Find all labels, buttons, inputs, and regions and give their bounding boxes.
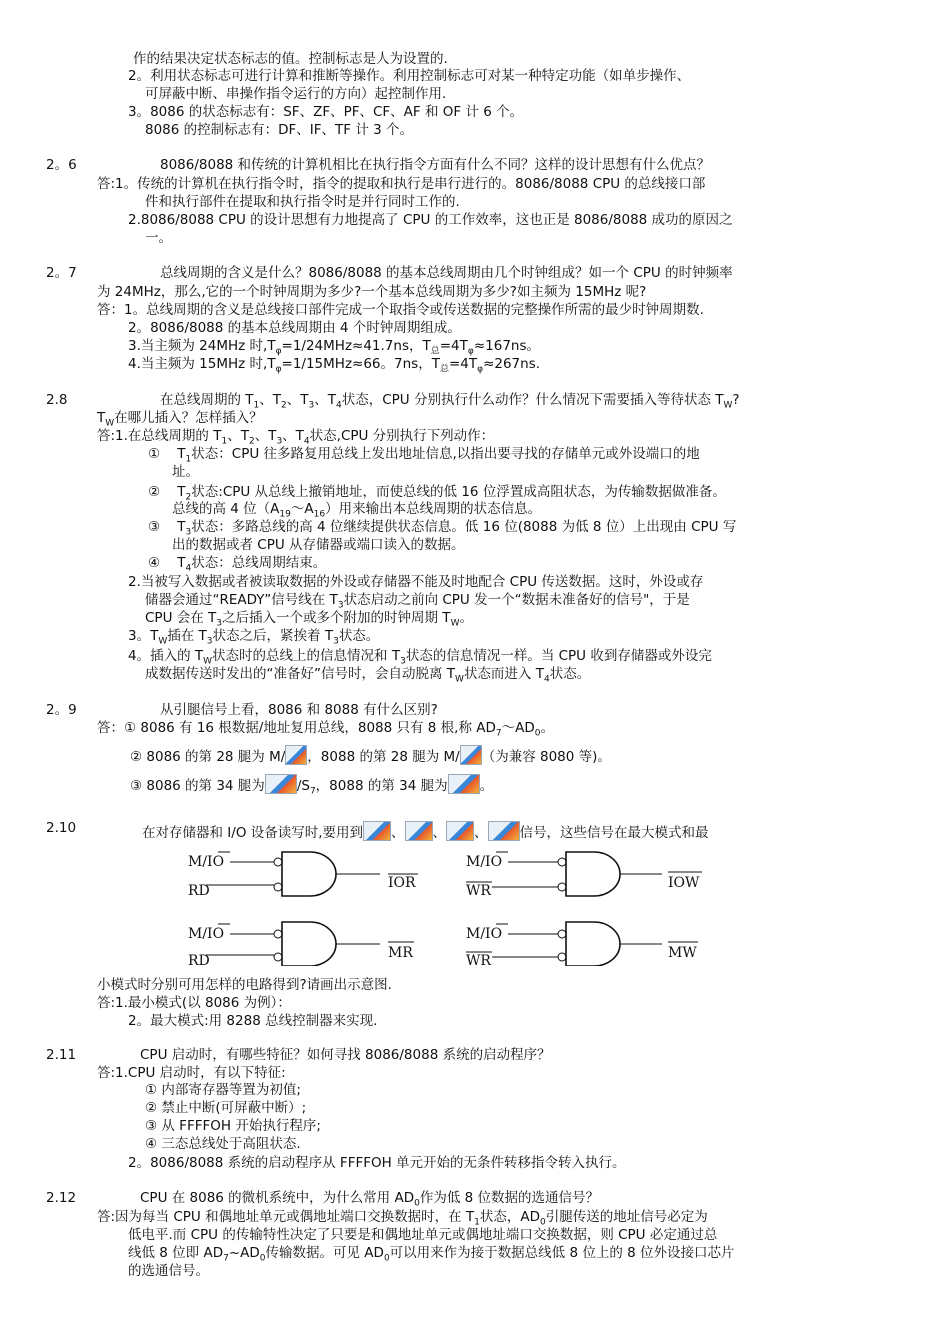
- answer-line: 3。$T_W$插在 $T_3$状态之后，紧挨着 $T_3$状态。: [128, 628, 380, 647]
- question-number: 2。7: [46, 265, 77, 281]
- svg-text:M/IO: [188, 926, 224, 942]
- gate-output-label: MR: [388, 945, 413, 961]
- text-line: 作的结果决定状态标志的值。控制标志是人为设置的.: [133, 51, 448, 67]
- answer-line: 答:1。传统的计算机在执行指令时，指令的提取和执行是串行进行的。8086/8088 CPU 的总线接口部: [97, 176, 706, 192]
- gate-input-label: WR: [466, 883, 491, 899]
- text-line: 8086 的控制标志有：DF、IF、TF 计 3 个。: [145, 122, 414, 138]
- answer-line: 答:1.在总线周期的 $T_1$、$T_2$、$T_3$、$T_4$状态,CPU 分别执行下列动作：: [97, 428, 495, 447]
- svg-text:M/IO: [188, 854, 224, 870]
- question-text: 在总线周期的 $T_1$、$T_2$、$T_3$、$T_4$状态，CPU 分别执行什么动作？什么情况下需要插入等待状态 $T_W$?: [160, 392, 740, 411]
- answer-line: 出的数据或者 CPU 从存储器或端口读入的数据。: [172, 537, 465, 553]
- broken-image-icon: [363, 821, 391, 841]
- answer-line: 件和执行部件在提取和执行指令时是并行同时工作的.: [145, 194, 460, 210]
- answer-line: ④ 三态总线处于高阻状态.: [145, 1136, 301, 1152]
- svg-text:WR: [466, 953, 491, 966]
- question-text: CPU 启动时，有哪些特征？如何寻找 8086/8088 系统的启动程序？: [140, 1047, 551, 1063]
- gate-input-label: WR: [466, 953, 491, 966]
- answer-line: 答:1.CPU 启动时，有以下特征:: [97, 1065, 286, 1081]
- question-number: 2.12: [46, 1190, 77, 1206]
- question-number: 2。9: [46, 702, 77, 718]
- answer-line: 答:因为每当 CPU 和偶地址单元或偶地址端口交换数据时，在 $T_1$状态，$AD_0$引腿传送的地址信号必定为: [97, 1209, 708, 1228]
- answer-line: ③ $T_3$状态：多路总线的高 4 位继续提供状态信息。低 16 位(8088 为低 8 位）上出现由 CPU 写: [148, 519, 737, 538]
- svg-text:M/IO: [466, 854, 502, 870]
- answer-line: ① 内部寄存器等置为初值;: [145, 1082, 301, 1098]
- broken-image-icon: [460, 745, 482, 765]
- gate-output-label: IOW: [668, 875, 700, 891]
- question-text: 小模式时分别可用怎样的电路得到?请画出示意图.: [97, 977, 392, 993]
- text-line: 可屏蔽中断、串操作指令运行的方向）起控制作用.: [145, 86, 447, 102]
- question-text: 为 24MHz，那么,它的一个时钟周期为多少?一个基本总线周期为多少?如主频为 15MHz 呢?: [97, 284, 647, 300]
- answer-line: 低电平.而 CPU 的传输特性决定了只要是和偶地址单元或偶地址端口交换数据，则 CPU 必定通过总: [128, 1227, 718, 1243]
- broken-image-icon: [405, 821, 433, 841]
- text-line: 3。8086 的状态标志有：SF、ZF、PF、CF、AF 和 OF 计 6 个。: [128, 104, 524, 120]
- question-text: CPU 在 8086 的微机系统中，为什么常用 $AD_0$作为低 8 位数据的选通信号？: [140, 1190, 600, 1209]
- gate-input-label: M/IO: [188, 854, 225, 870]
- svg-text:IOW: [668, 875, 700, 891]
- answer-line: 储器会通过“READY”信号线在 $T_3$状态启动之前向 CPU 发一个“数据未准备好的信号"，于是: [145, 592, 690, 611]
- answer-line: 4.当主频为 15MHz 时$,T_\varphi=1/15MHz\approx 66$。7ns，$T_总=4T_\varphi\approx 267ns$.: [128, 356, 541, 375]
- svg-text:IOR: [388, 875, 416, 891]
- broken-image-icon: [488, 821, 520, 841]
- gate-output-label: IOR: [388, 875, 416, 891]
- answer-line: ① $T_1$状态：CPU 往多路复用总线上发出地址信息,以指出要寻找的存储单元或外设端口的地: [148, 446, 700, 465]
- answer-line: CPU 会在 $T_3$之后插入一个或多个附加的时钟周期 $T_W$。: [145, 610, 473, 629]
- answer-line: ④ $T_4$状态：总线周期结束。: [148, 555, 327, 574]
- answer-line: 址。: [172, 464, 199, 480]
- gate-input-label: M/IO: [466, 854, 503, 870]
- broken-image-icon: [448, 774, 480, 794]
- nand-gate-mw: [466, 922, 698, 966]
- answer-line: 成数据传送时发出的“准备好”信号时，会自动脱离 $T_W$状态而进入 $T_4$状态。: [145, 666, 591, 685]
- answer-line: 2。最大模式:用 8288 总线控制器来实现.: [128, 1013, 378, 1029]
- question-number: 2.11: [46, 1047, 77, 1063]
- answer-line: 2.8086/8088 CPU 的设计思想有力地提高了 CPU 的工作效率，这也正是 8086/8088 成功的原因之: [128, 212, 733, 228]
- gate-input-label: RD: [188, 883, 210, 899]
- nand-gate-iow: [466, 852, 702, 899]
- answer-line: 总线的高 4 位$(A_{19}\sim A_{16})$用来输出本总线周期的状态信息。: [172, 501, 542, 520]
- nand-gate-ior: [188, 852, 418, 899]
- answer-line: 3.当主频为 24MHz 时$,T_\varphi=1/24MHz\approx 41.7ns$，$T_总=4T_\varphi\approx 167ns$。: [128, 338, 541, 357]
- question-text: 在对存储器和 I/O 设备读写时,要用到 、 、 、 信号，这些信号在最大模式和最: [142, 821, 709, 841]
- question-text: $T_W$在哪儿插入？怎样插入？: [97, 410, 263, 429]
- answer-line: 4。插入的 $T_W$状态时的总线上的信息情况和 $T_3$状态的信息情况一样。当 CPU 收到存储器或外设完: [128, 648, 712, 667]
- answer-line: ③ 8086 的第 34 腿为 $/S_7$，8088 的第 34 腿为 。: [130, 774, 493, 794]
- nand-gate-mr: [188, 922, 414, 966]
- gate-input-label: M/IO: [188, 926, 225, 942]
- answer-line: ② 8086 的第 28 腿为 M/ ，8088 的第 28 腿为 M/ （为兼容 8080 等)。: [130, 745, 611, 765]
- answer-line: ② $T_2$状态:CPU 从总线上撤销地址，而使总线的低 16 位浮置成高阻状态，为传输数据做准备。: [148, 484, 726, 503]
- svg-text:MR: [388, 945, 413, 961]
- answer-line: 2。8086/8088 系统的启动程序从 FFFFOH 单元开始的无条件转移指令转入执行。: [128, 1155, 626, 1171]
- gate-input-label: M/IO: [466, 926, 503, 942]
- question-text: 从引腿信号上看，8086 和 8088 有什么区别?: [160, 702, 438, 718]
- answer-line: 的选通信号。: [128, 1263, 209, 1279]
- svg-text:MW: [668, 945, 697, 961]
- answer-line: 答：① 8086 有 16 根数据/地址复用总线，8088 只有 8 根,称 $AD_7\sim AD_0$。: [97, 720, 554, 739]
- answer-line: 答:1.最小模式(以 8086 为例）：: [97, 995, 291, 1011]
- answer-line: ② 禁止中断(可屏蔽中断）;: [145, 1100, 307, 1116]
- question-number: 2.8: [46, 392, 68, 408]
- answer-line: 答：1。总线周期的含义是总线接口部件完成一个取指令或传送数据的完整操作所需的最少时钟周期数.: [97, 302, 704, 318]
- broken-image-icon: [285, 745, 307, 765]
- answer-line: 2.当被写入数据或者被读取数据的外设或存储器不能及时地配合 CPU 传送数据。这时，外设或存: [128, 574, 704, 590]
- broken-image-icon: [446, 821, 474, 841]
- answer-line: 2。8086/8088 的基本总线周期由 4 个时钟周期组成。: [128, 320, 461, 336]
- broken-image-icon: [265, 774, 297, 794]
- svg-text:M/IO: [466, 926, 502, 942]
- question-text: 总线周期的含义是什么？8086/8088 的基本总线周期由几个时钟组成？如一个 CPU 的时钟频率: [160, 265, 733, 281]
- question-number: 2。6: [46, 157, 77, 173]
- gate-input-label: RD: [188, 953, 210, 966]
- nand-gate-diagram: [180, 846, 720, 966]
- gate-output-label: MW: [668, 945, 697, 961]
- answer-line: ③ 从 FFFFOH 开始执行程序;: [145, 1118, 321, 1134]
- question-number: 2.10: [46, 820, 77, 836]
- text-line: 2。利用状态标志可进行计算和推断等操作。利用控制标志可对某一种特定功能（如单步操作、: [128, 68, 691, 84]
- svg-text:WR: [466, 883, 491, 899]
- answer-line: 一。: [145, 230, 172, 246]
- question-text: 8086/8088 和传统的计算机相比在执行指令方面有什么不同？这样的设计思想有什么优点？: [160, 157, 711, 173]
- answer-line: 线低 8 位即 $AD_7\sim AD_0$传输数据。可见 $AD_0$可以用来作为接于数据总线低 8 位上的 8 位外设接口芯片: [128, 1245, 735, 1264]
